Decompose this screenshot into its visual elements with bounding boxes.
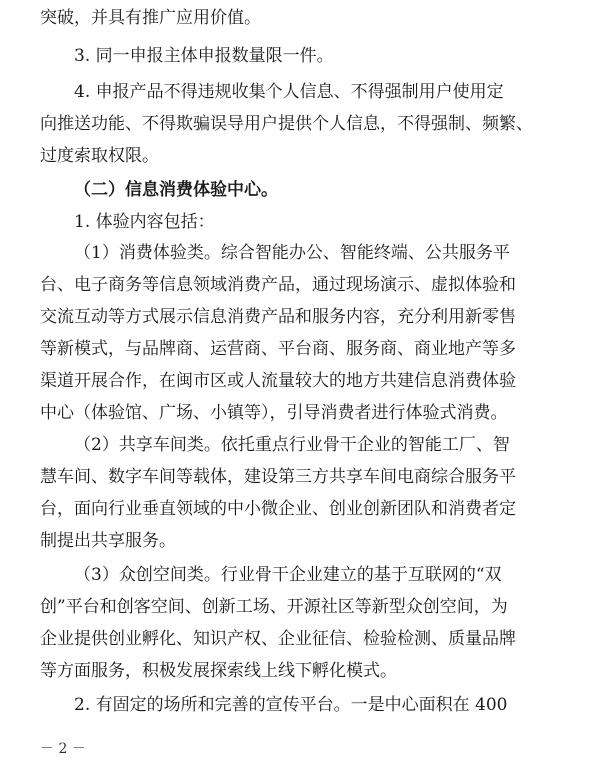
text-line: 慧车间、数字车间等载体，建设第三方共享车间电商综合服务平 xyxy=(40,467,516,487)
text-line: 4. 申报产品不得违规收集个人信息、不得强制用户使用定 xyxy=(74,82,504,102)
text-line: （1）消费体验类。综合智能办公、智能终端、公共服务平 xyxy=(74,243,510,263)
text-line: 等方面服务，积极发展探索线上线下孵化模式。 xyxy=(40,661,397,681)
text-line: 2. 有固定的场所和完善的宣传平台。一是中心面积在 400 xyxy=(74,695,508,715)
text-line: 1. 体验内容包括： xyxy=(74,212,215,232)
text-line: 向推送功能、不得欺骗误导用户提供个人信息，不得强制、频繁、 xyxy=(40,114,533,134)
text-line: 制提出共享服务。 xyxy=(40,531,176,551)
text-line: 等新模式，与品牌商、运营商、平台商、服务商、商业地产等多 xyxy=(40,339,516,359)
text-line: 3. 同一申报主体申报数量限一件。 xyxy=(74,46,334,66)
text-line: 创”平台和创客空间、创新工场、开源社区等新型众创空间，为 xyxy=(40,597,508,617)
text-line: （3）众创空间类。行业骨干企业建立的基于互联网的“双 xyxy=(74,565,502,585)
page-number: － 2 － xyxy=(40,741,86,757)
text-line: 中心（体验馆、广场、小镇等），引导消费者进行体验式消费。 xyxy=(40,403,508,423)
text-line: 台、电子商务等信息领域消费产品，通过现场演示、虚拟体验和 xyxy=(40,275,516,295)
section-heading: （二）信息消费体验中心。 xyxy=(74,180,278,200)
text-line: 交流互动等方式展示信息消费产品和服务内容，充分利用新零售 xyxy=(40,307,516,327)
text-line: 企业提供创业孵化、知识产权、企业征信、检验检测、质量品牌 xyxy=(40,629,516,649)
text-line: （2）共享车间类。依托重点行业骨干企业的智能工厂、智 xyxy=(74,435,510,455)
text-line: 突破，并具有推广应用价值。 xyxy=(40,8,261,28)
text-line: 渠道开展合作，在闽市区或人流量较大的地方共建信息消费体验 xyxy=(40,371,516,391)
text-line: 台，面向行业垂直领域的中小微企业、创业创新团队和消费者定 xyxy=(40,499,516,519)
text-line: 过度索取权限。 xyxy=(40,146,159,166)
